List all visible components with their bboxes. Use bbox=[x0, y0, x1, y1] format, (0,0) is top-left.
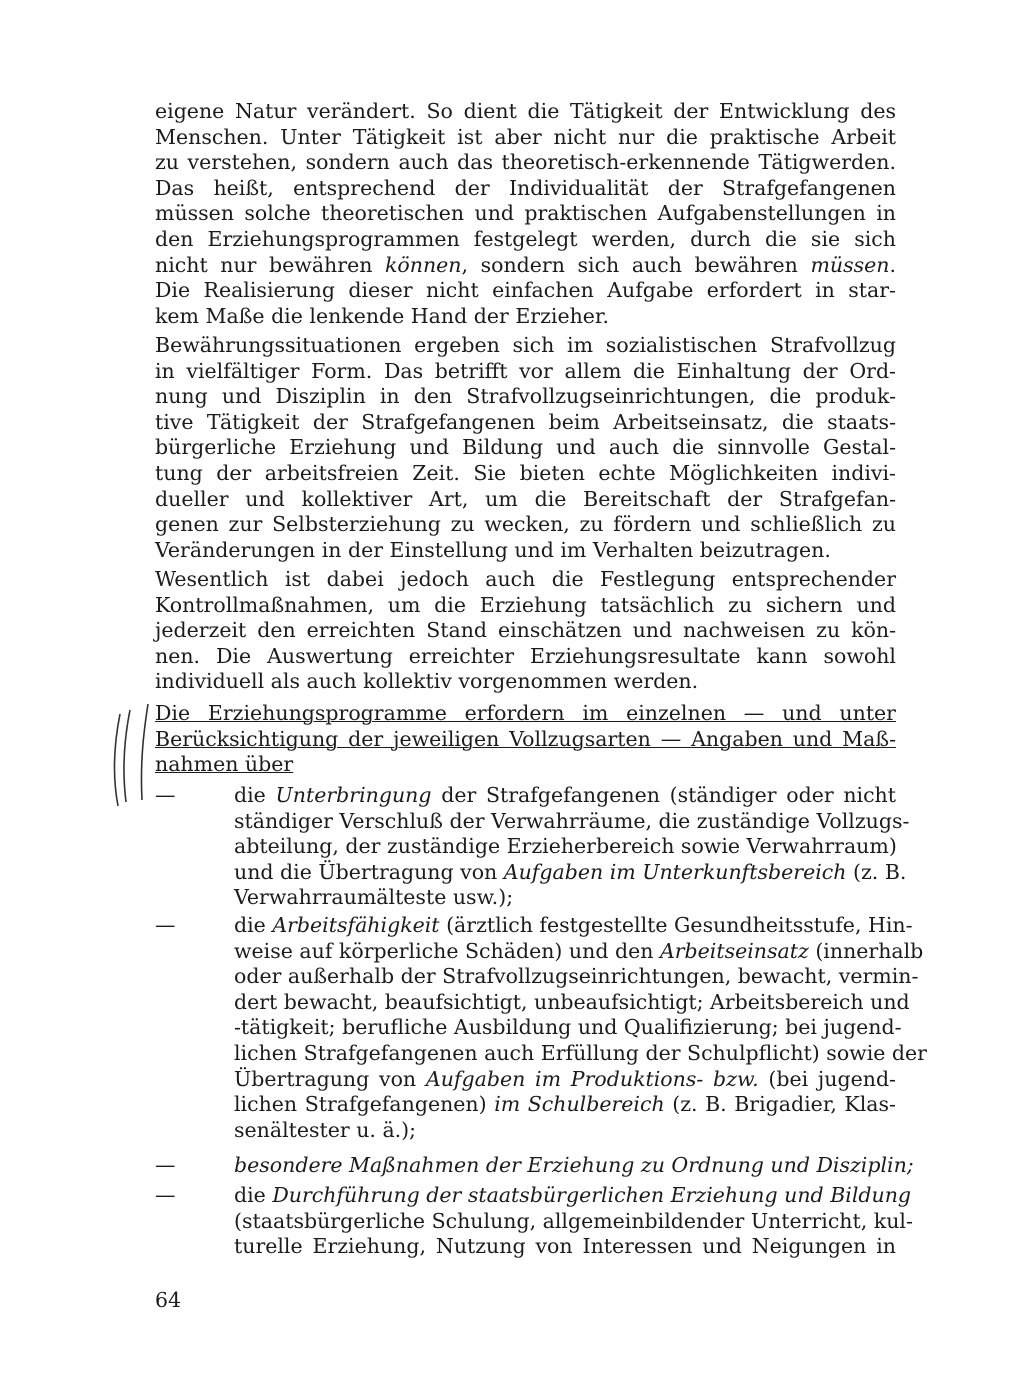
text-line: abteilung, der zuständige Erzieherbereich sowie Verwahrraum) bbox=[234, 834, 897, 859]
dash-bullet: — bbox=[155, 913, 176, 937]
paragraph-3 bbox=[155, 567, 896, 695]
text-line: Das heißt, entsprechend der Individualität der Strafgefangenen bbox=[155, 175, 896, 200]
text-run: der Strafgefangenen (ständiger oder nicht bbox=[431, 783, 897, 807]
text-line bbox=[234, 913, 913, 939]
text-line: eigene Natur verändert. So dient die Tätigkeit der Entwicklung des bbox=[155, 99, 896, 123]
text-line: Verwahrraumälteste usw.); bbox=[234, 885, 514, 910]
text-line: nung und Disziplin in den Strafvollzugseinrichtungen, die produk- bbox=[155, 384, 896, 409]
text-run: (bei jugend- bbox=[758, 1066, 896, 1091]
text-line: -tätigkeit; berufliche Ausbildung und Qualifizierung; bei jugend- bbox=[234, 1015, 902, 1040]
italic-run: Unterbringung bbox=[275, 783, 432, 807]
list-item bbox=[155, 783, 910, 913]
text-line: Bewährungssituationen ergeben sich im sozialistischen Strafvollzug bbox=[155, 333, 896, 357]
text-line: Menschen. Unter Tätigkeit ist aber nicht nur die praktische Arbeit bbox=[155, 124, 896, 149]
text-line: ständiger Verschluß der Verwahrräume, die zuständige Vollzugs- bbox=[234, 808, 910, 833]
paragraph-4 bbox=[155, 701, 896, 778]
text-run: Übertragung von bbox=[234, 1066, 426, 1091]
text-run: die bbox=[234, 913, 273, 937]
text-line: zu verstehen, sondern auch das theoretisch-erkennende Tätigwerden. bbox=[155, 150, 896, 175]
text-line: bürgerliche Erziehung und Bildung und auch die sinnvolle Gestal- bbox=[155, 435, 896, 460]
text-line: Berücksichtigung der jeweiligen Vollzugsarten — Angaben und Maß- bbox=[155, 726, 896, 751]
page-number: 64 bbox=[155, 1288, 182, 1312]
text-run: die bbox=[234, 783, 276, 807]
text-line bbox=[234, 859, 907, 886]
text-run: die bbox=[234, 1183, 273, 1207]
text-run: (innerhalb bbox=[808, 938, 924, 963]
text-run: weise auf körperliche Schäden) und den bbox=[234, 938, 660, 963]
text-run: und die Übertragung von bbox=[234, 859, 504, 884]
text-line: turelle Erziehung, Nutzung von Interessen und Neigungen in bbox=[234, 1234, 896, 1259]
text-run: (z. B. bbox=[846, 859, 907, 884]
text-run: lichen Strafgefangenen) bbox=[234, 1092, 495, 1117]
text-line: nen. Die Auswertung erreichter Erziehungsresultate kann sowohl bbox=[155, 643, 896, 668]
text-line: in vielfältiger Form. Das betrifft vor allem die Einhaltung der Ord- bbox=[155, 358, 896, 383]
text-line bbox=[234, 1092, 896, 1118]
text-run: , sondern sich auch bewähren bbox=[461, 252, 811, 277]
text-line: tung der arbeitsfreien Zeit. Sie bieten echte Möglichkeiten indivi- bbox=[155, 460, 896, 485]
text-run: (ärztlich festgestellte Gesundheitsstufe, Hin- bbox=[439, 913, 913, 937]
italic-run: müssen bbox=[810, 252, 890, 277]
text-line: lichen Strafgefangenen auch Erfüllung der Schulpflicht) sowie der bbox=[234, 1040, 927, 1065]
text-line: tive Tätigkeit der Strafgefangenen beim Arbeitseinsatz, die staats- bbox=[155, 409, 896, 434]
text-line: dueller und kollektiver Art, um die Bereitschaft der Strafgefan- bbox=[155, 486, 896, 511]
italic-run: können bbox=[384, 252, 462, 277]
text-line: Wesentlich ist dabei jedoch auch die Festlegung entsprechender bbox=[155, 567, 896, 591]
italic-run: Aufgaben im Produktions- bzw. bbox=[425, 1066, 759, 1091]
dash-bullet: — bbox=[155, 783, 176, 807]
list-item bbox=[155, 913, 927, 1148]
text-line: Die Realisierung dieser nicht einfachen Aufgabe erfordert in star- bbox=[155, 278, 896, 303]
italic-run: im Schulbereich bbox=[494, 1092, 665, 1117]
text-line bbox=[234, 1183, 912, 1209]
text-line: genen zur Selbsterziehung zu wecken, zu fördern und schließlich zu bbox=[155, 512, 896, 537]
margin-mark bbox=[100, 700, 160, 810]
text-line bbox=[234, 938, 924, 965]
italic-run: besondere Maßnahmen der Erziehung zu Ordnung und Disziplin; bbox=[234, 1153, 914, 1177]
text-line bbox=[155, 253, 896, 279]
text-line: den Erziehungsprogrammen festgelegt werden, durch die sie sich bbox=[155, 226, 896, 251]
text-line: Die Erziehungsprogramme erfordern im einzelnen — und unter bbox=[155, 701, 896, 725]
text-run: . bbox=[889, 252, 897, 277]
text-line: müssen solche theoretischen und praktischen Aufgabenstellungen in bbox=[155, 201, 896, 226]
text-line: nahmen über bbox=[155, 752, 294, 777]
text-line: oder außerhalb der Strafvollzugseinrichtungen, bewacht, vermin- bbox=[234, 964, 919, 989]
text-line: Veränderungen in der Einstellung und im Verhalten beizutragen. bbox=[155, 537, 831, 562]
text-line: (staatsbürgerliche Schulung, allgemeinbildender Unterricht, kul- bbox=[234, 1208, 913, 1233]
paragraph-1 bbox=[155, 99, 896, 329]
text-line: Kontrollmaßnahmen, um die Erziehung tatsächlich zu sichern und bbox=[155, 592, 896, 617]
dash-bullet: — bbox=[155, 1153, 176, 1177]
text-line: senältester u. ä.); bbox=[234, 1117, 417, 1142]
paragraph-2 bbox=[155, 333, 896, 563]
text-run: (z. B. Brigadier, Klas- bbox=[664, 1092, 896, 1117]
text-line bbox=[234, 1067, 896, 1093]
italic-run: Arbeitsfähigkeit bbox=[272, 913, 440, 937]
list-item bbox=[155, 1183, 913, 1263]
text-line bbox=[234, 783, 896, 809]
dash-bullet: — bbox=[155, 1183, 176, 1207]
italic-run: Arbeitseinsatz bbox=[659, 938, 809, 963]
italic-run: Durchführung der staatsbürgerlichen Erziehung und Bildung bbox=[272, 1183, 912, 1207]
text-line bbox=[234, 1153, 914, 1179]
text-line: individuell als auch kollektiv vorgenommen werden. bbox=[155, 669, 699, 694]
italic-run: Aufgaben im Unterkunftsbereich bbox=[503, 859, 847, 884]
list-item bbox=[155, 1153, 914, 1179]
text-line: jederzeit den erreichten Stand einschätzen und nachweisen zu kön- bbox=[155, 618, 896, 643]
text-line: kem Maße die lenkende Hand der Erzieher. bbox=[155, 303, 609, 328]
text-line: dert bewacht, beaufsichtigt, unbeaufsichtigt; Arbeitsbereich und bbox=[234, 989, 910, 1014]
text-run: nicht nur bewähren bbox=[155, 252, 385, 277]
